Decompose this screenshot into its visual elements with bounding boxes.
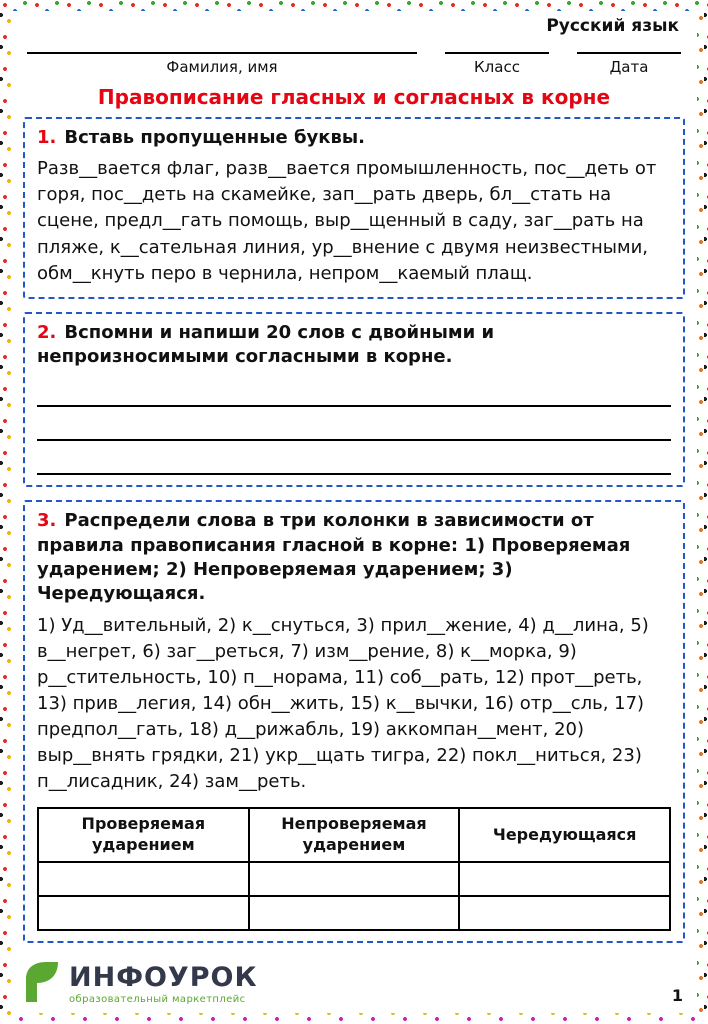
table-cell xyxy=(249,896,460,930)
answer-line xyxy=(37,407,671,441)
task-1-body: Разв__вается флаг, разв__вается промышленность, пос__деть от горя, пос__деть на скамейке, зап__рать дверь, бл__стать на сцене, предл__гать помощь, выр__щенный в саду, заг__рать на пляже, к__сательная линия, ур__внение с двумя неизвестными, обм__кнуть перо в чернила, непром__каемый плащ. xyxy=(37,158,657,284)
task-1-box xyxy=(23,117,685,299)
name-field xyxy=(27,38,417,76)
name-label: Фамилия, имя xyxy=(166,58,278,76)
task-3-instruction: Распредели слова в три колонки в зависимости от правила правописания гласной в корне: 1) Проверяемая ударением; 2) Непроверяемая ударением; 3) Чередующаяся. xyxy=(37,510,631,605)
class-label: Класс xyxy=(474,58,520,76)
header-fields xyxy=(21,38,687,76)
task-2-number: 2. xyxy=(37,321,57,343)
table-cell xyxy=(249,862,460,896)
date-label: Дата xyxy=(609,58,649,76)
table-header-unchecked-by-stress: Непроверяемая ударением xyxy=(249,808,460,862)
table-cell xyxy=(459,862,670,896)
task-3-body: 1) Уд__вительный, 2) к__снуться, 3) прил__жение, 4) д__лина, 5) в__негрет, 6) заг__реться, 7) изм__рение, 8) к__морка, 9) р__стительность, 10) п__норама, 11) соб__рать, 12) прот__реть, 13) прив__легия, 14) обн__жить, 15) к__вычки, 16) отр__сль, 17) предпол__гать, 18) д__рижабль, 19) аккомпан__мент, 20) выр__внять грядки, 21) укр__щать тигра, 22) покл__ниться, 23) п__лисадник, 24) зам__реть. xyxy=(37,614,649,793)
infourok-logo-subtitle: образовательный маркетплейс xyxy=(69,993,246,1005)
table-header-row xyxy=(38,808,670,862)
table-cell xyxy=(38,862,249,896)
task-1-head xyxy=(37,126,671,150)
page-footer xyxy=(21,959,687,1007)
date-line xyxy=(577,38,681,54)
table-cell xyxy=(459,896,670,930)
task-3-box xyxy=(23,500,685,942)
table-header-checked-by-stress: Проверяемая ударением xyxy=(38,808,249,862)
infourok-logo-icon xyxy=(23,961,61,1007)
page-content xyxy=(11,11,697,1013)
date-field xyxy=(577,38,681,76)
task-1-number: 1. xyxy=(37,127,57,148)
table-row xyxy=(38,896,670,930)
distribution-table xyxy=(37,807,671,931)
task-2-instruction: Вспомни и напиши 20 слов с двойными и непроизносимыми согласными в корне. xyxy=(37,321,495,368)
class-line xyxy=(445,38,549,54)
answer-line xyxy=(37,441,671,475)
subject-label: Русский язык xyxy=(546,16,679,36)
table-cell xyxy=(38,896,249,930)
class-field xyxy=(445,38,549,76)
task-2-answer-area xyxy=(37,373,671,475)
infourok-logo-texts xyxy=(69,961,258,1005)
task-2-box xyxy=(23,312,685,488)
task-3-number: 3. xyxy=(37,510,57,532)
infourok-logo-text: ИНФОУРОК xyxy=(69,961,258,993)
page-number: 1 xyxy=(671,986,683,1005)
table-row xyxy=(38,862,670,896)
page-title: Правописание гласных и согласных в корне xyxy=(97,85,611,109)
table-header-alternating: Чередующаяся xyxy=(459,808,670,862)
task-2-head xyxy=(37,321,671,370)
name-line xyxy=(27,38,417,54)
answer-line xyxy=(37,373,671,407)
task-1-instruction: Вставь пропущенные буквы. xyxy=(64,127,365,148)
infourok-logo xyxy=(23,961,258,1007)
task-3-head xyxy=(37,509,671,606)
